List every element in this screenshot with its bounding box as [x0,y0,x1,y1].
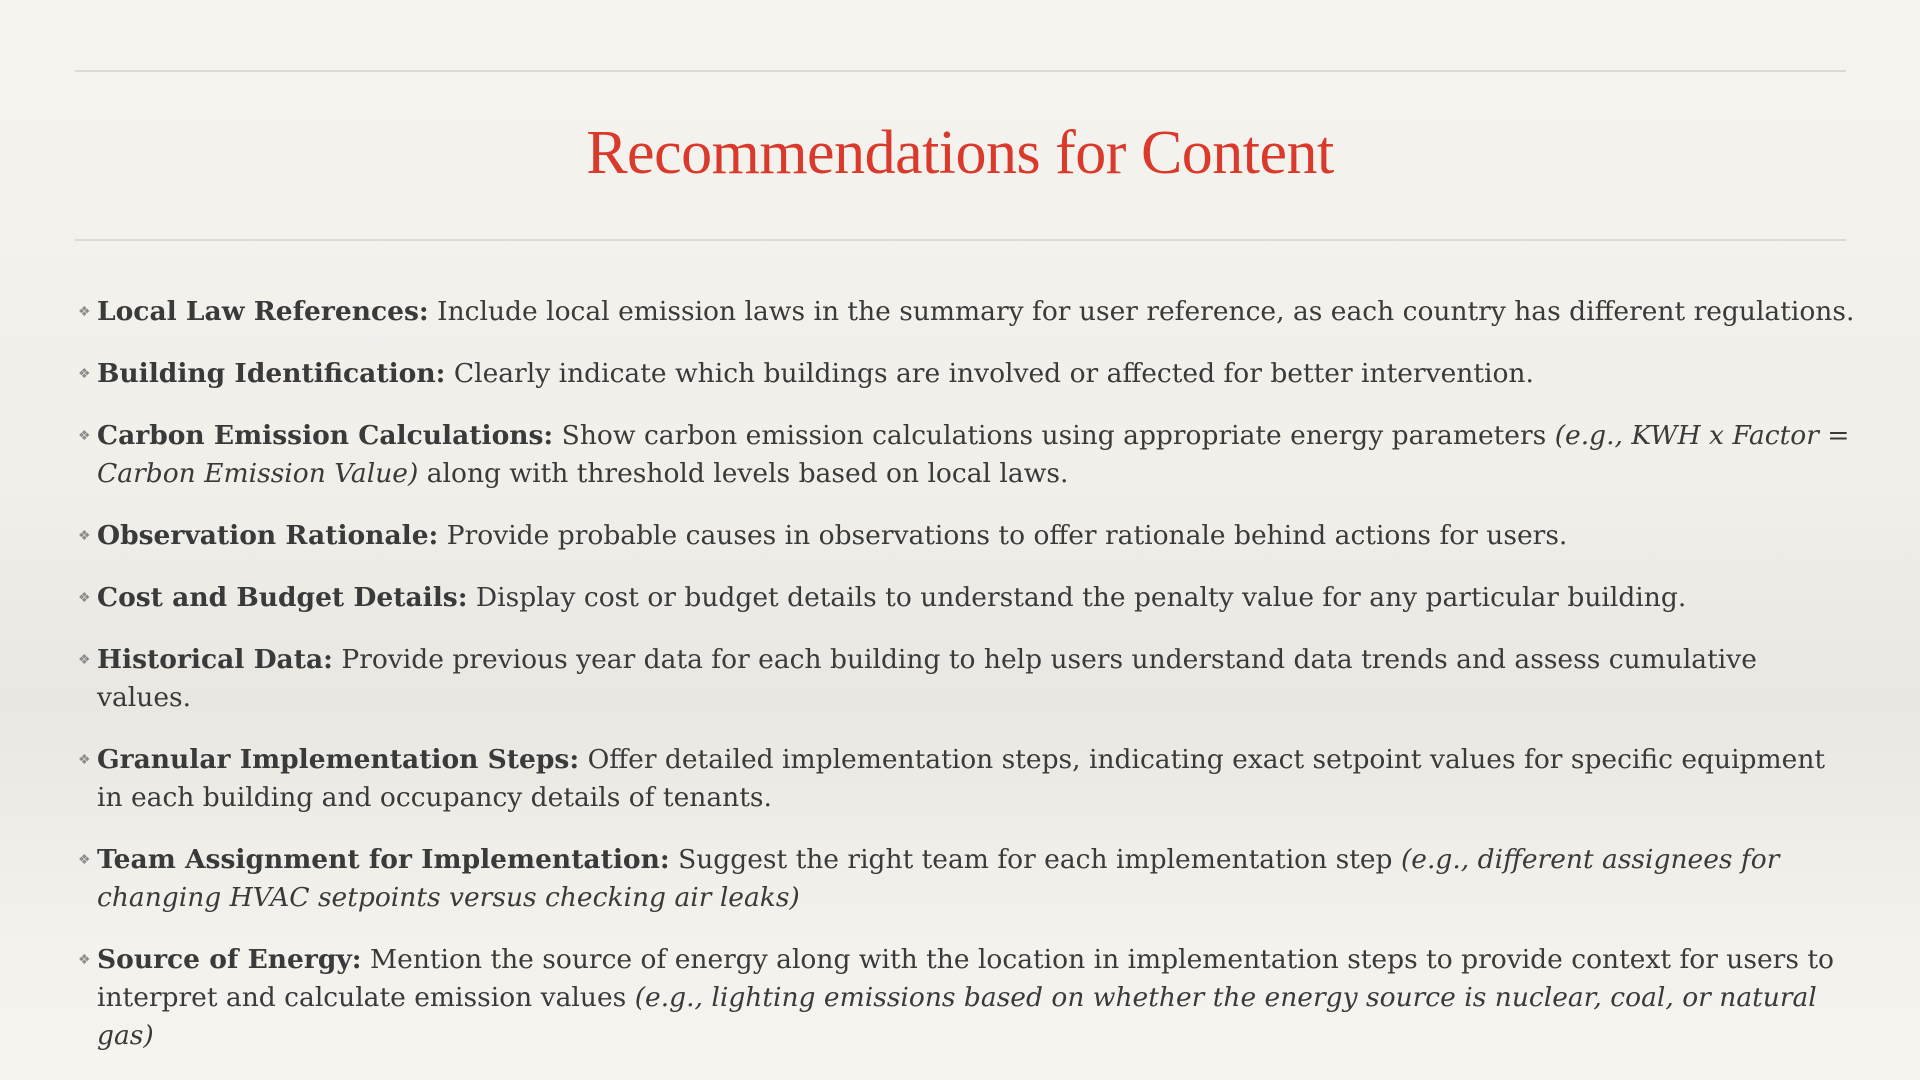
item-text: Provide previous year data for each building to help users understand data trends and assess cumulative values. [97,644,1757,713]
list-item [78,417,1858,493]
item-text: Show carbon emission calculations using appropriate energy parameters [561,420,1547,451]
item-text: Mention the source of energy along with the location in implementation steps to provide context for users to interpret and calculate emission values [97,944,1834,1013]
slide-title: Recommendations for Content [586,119,1334,187]
item-text-tail: along with threshold levels based on local laws. [426,458,1069,489]
list-item [78,355,1858,393]
list-item [78,741,1858,817]
item-text: Include local emission laws in the summary for user reference, as each country has different regulations. [437,296,1855,327]
item-term: Source of Energy: [97,944,362,975]
item-example: (e.g., KWH x Factor = Carbon Emission Value) [97,420,1850,489]
item-term: Team Assignment for Implementation: [97,844,670,875]
list-item [78,641,1858,717]
item-term: Building Identification: [97,358,446,389]
list-item [78,517,1858,555]
diamond-bullet-icon: ❖ [78,304,91,320]
item-text: Provide probable causes in observations to offer rationale behind actions for users. [446,520,1568,551]
item-term: Cost and Budget Details: [97,582,468,613]
list-item [78,579,1858,617]
diamond-bullet-icon: ❖ [78,428,91,444]
item-text: Offer detailed implementation steps, indicating exact setpoint values for specific equipment in each building and occupancy details of tenants. [97,744,1826,813]
item-text: Clearly indicate which buildings are involved or affected for better intervention. [453,358,1534,389]
diamond-bullet-icon: ❖ [78,652,91,668]
diamond-bullet-icon: ❖ [78,366,91,382]
item-term: Carbon Emission Calculations: [97,420,554,451]
item-text: Display cost or budget details to understand the penalty value for any particular building. [475,582,1687,613]
list-item [78,941,1858,1055]
diamond-bullet-icon: ❖ [78,752,91,768]
title-divider [75,239,1846,241]
list-item [78,841,1858,917]
item-example: (e.g., lighting emissions based on whether the energy source is nuclear, coal, or natural gas) [97,982,1817,1051]
item-example: (e.g., different assignees for changing HVAC setpoints versus checking air leaks) [97,844,1780,913]
item-term: Granular Implementation Steps: [97,744,580,775]
recommendations-list [78,293,1858,1079]
list-item [78,293,1858,331]
diamond-bullet-icon: ❖ [78,528,91,544]
top-divider [75,70,1846,72]
item-term: Observation Rationale: [97,520,439,551]
item-text: Suggest the right team for each implementation step [678,844,1393,875]
diamond-bullet-icon: ❖ [78,852,91,868]
diamond-bullet-icon: ❖ [78,952,91,968]
item-term: Historical Data: [97,644,333,675]
item-term: Local Law References: [97,296,429,327]
diamond-bullet-icon: ❖ [78,590,91,606]
